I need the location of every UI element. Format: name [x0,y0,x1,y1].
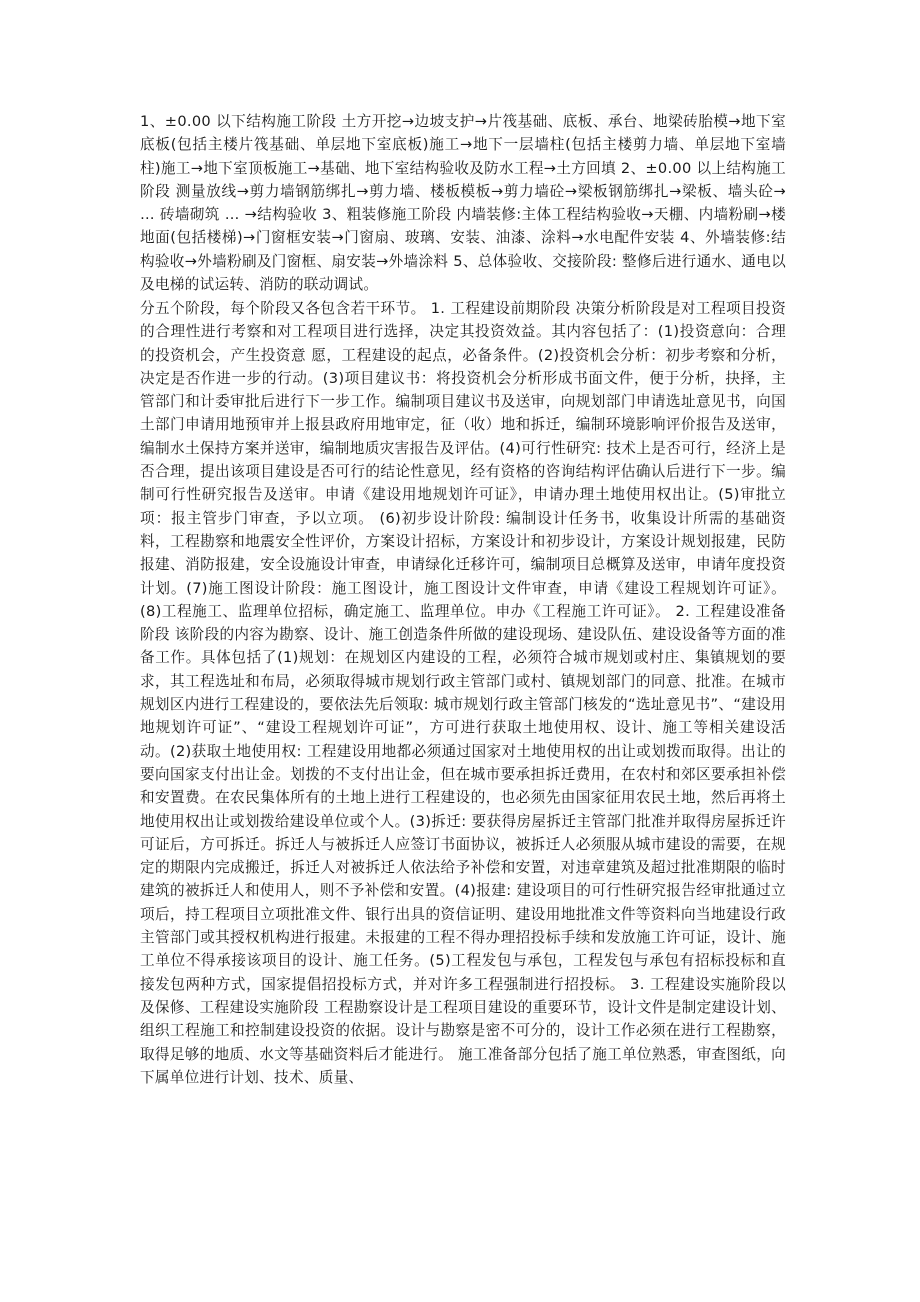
construction-stages-paragraph: 1、±0.00 以下结构施工阶段 土方开挖→边坡支护→片筏基础、底板、承台、地梁砖胎模→地下室底板(包括主楼片筏基础、单层地下室底板)施工→地下一层墙柱(包括主楼剪力墙、单层地下室墙柱)施工→地下室顶板施工→基础、地下室结构验收及防水工程→土方回填 2、±0.00 以上结构施工阶段 测量放线→剪力墙钢筋绑扎→剪力墙、楼板模板→剪力墙砼→梁板钢筋绑扎→梁板、墙头砼→ … 砖墙砌筑 … →结构验收 3、粗装修施工阶段 内墙装修:主体工程结构验收→天棚、内墙粉刷→楼地面(包括楼梯)→门窗框安装→门窗扇、玻璃、安装、油漆、涂料→水电配件安装 4、外墙装修:结构验收→外墙粉刷及门窗框、扇安装→外墙涂料 5、总体验收、交接阶段: 整修后进行通水、通电以及电梯的试运转、消防的联动调试。 [140,113,786,294]
project-phases-paragraph: 分五个阶段，每个阶段又各包含若干环节。 1. 工程建设前期阶段 决策分析阶段是对工程项目投资的合理性进行考察和对工程项目进行选择，决定其投资效益。其内容包括了：(1)投资意向：合理的投资机会，产生投资意 愿，工程建设的起点，必备条件。(2)投资机会分析：初步考察和分析，决定是否作进一步的行动。(3)项目建议书：将投资机会分析形成书面文件，便于分析，抉择，主管部门和计委审批后进行下一步工作。编制项目建议书及送审，向规划部门申请选址意见书，向国土部门申请用地预审并上报县政府用地审定，征（收）地和拆迁，编制环境影响评价报告及送审，编制水土保持方案并送审，编制地质灾害报告及评估。(4)可行性研究: 技术上是否可行，经济上是否合理，提出该项目建设是否可行的结论性意见，经有资格的咨询结构评估确认后进行下一步。编制可行性研究报告及送审。申请《建设用地规划许可证》，申请办理土地使用权出让。(5)审批立项：报主管步门审查，予以立项。 (6)初步设计阶段: 编制设计任务书，收集设计所需的基础资料，工程勘察和地震安全性评价，方案设计招标，方案设计和初步设计，方案设计规划报建，民防报建、消防报建，安全设施设计审查，申请绿化迁移许可，编制项目总概算及送审，申请年度投资计划。(7)施工图设计阶段：施工图设计，施工图设计文件审查，申请《建设工程规划许可证》。(8)工程施工、监理单位招标，确定施工、监理单位。申办《工程施工许可证》。 2. 工程建设准备阶段 该阶段的内容为勘察、设计、施工创造条件所做的建设现场、建设队伍、建设设备等方面的准备工作。具体包括了(1)规划：在规划区内建设的工程，必须符合城市规划或村庄、集镇规划的要求，其工程选址和布局，必须取得城市规划行政主管部门或村、镇规划部门的同意、批准。在城市规划区内进行工程建设的，要依法先后领取: 城市规划行政主管部门核发的“选址意见书”、“建设用地规划许可证”、“建设工程规划许可证”，方可进行获取土地使用权、设计、施工等相关建设活动。(2)获取土地使用权: 工程建设用地都必须通过国家对土地使用权的出让或划拨而取得。出让的要向国家支付出让金。划拨的不支付出让金，但在城市要承担拆迁费用，在农村和郊区要承担补偿和安置费。在农民集体所有的土地上进行工程建设的，也必须先由国家征用农民土地，然后再将土地使用权出让或划拨给建设单位或个人。(3)拆迁: 要获得房屋拆迁主管部门批准并取得房屋拆迁许可证后，方可拆迁。拆迁人与被拆迁人应签订书面协议，被拆迁人必须服从城市建设的需要，在规定的期限内完成搬迁，拆迁人对被拆迁人依法给予补偿和安置，对违章建筑及超过批准期限的临时建筑的被拆迁人和使用人，则不予补偿和安置。(4)报建: 建设项目的可行性研究报告经审批通过立项后，持工程项目立项批准文件、银行出具的资信证明、建设用地批准文件等资料向当地建设行政主管部门或其授权机构进行报建。未报建的工程不得办理招投标手续和发放施工许可证，设计、施工单位不得承接该项目的设计、施工任务。(5)工程发包与承包，工程发包与承包有招标投标和直接发包两种方式，国家提倡招投标方式，并对许多工程强制进行招投标。 3. 工程建设实施阶段以及保修、工程建设实施阶段 工程勘察设计是工程项目建设的重要环节，设计文件是制定建设计划、组织工程施工和控制建设投资的依据。设计与勘察是密不可分的，设计工作必须在进行工程勘察，取得足够的地质、水文等基础资料后才能进行。 施工准备部分包括了施工单位熟悉，审查图纸，向下属单位进行计划、技术、质量、 [140,300,786,1086]
